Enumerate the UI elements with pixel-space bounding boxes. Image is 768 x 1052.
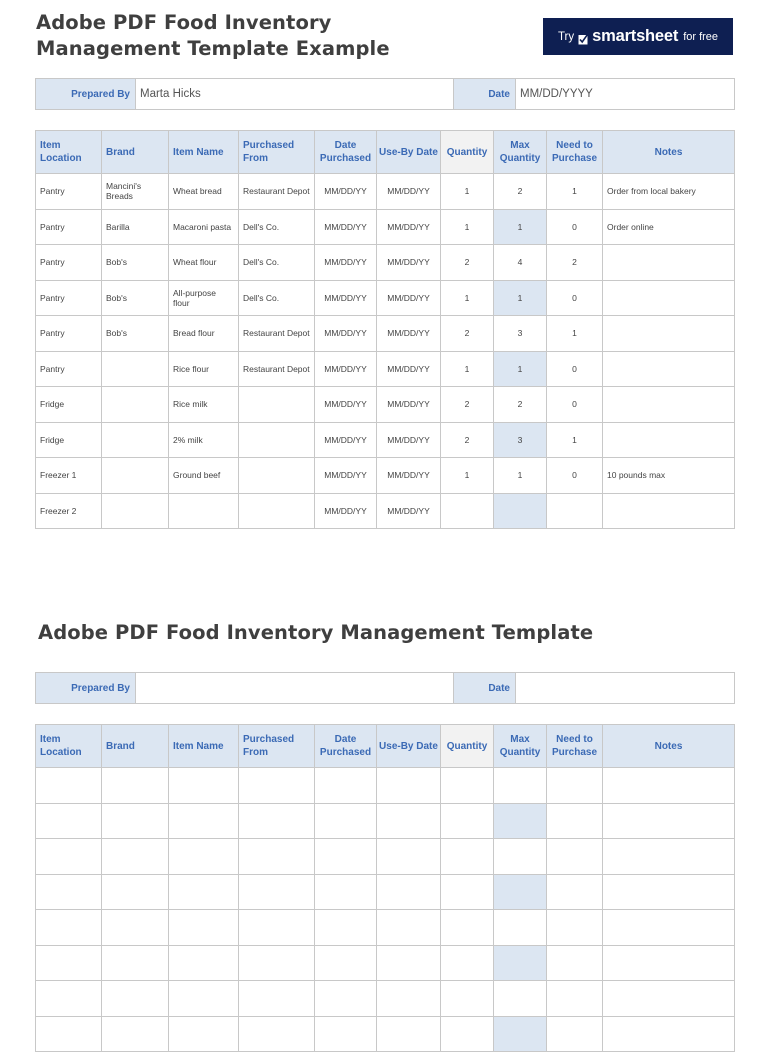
cell-quantity[interactable]: 1: [441, 458, 494, 494]
cell-purchased-from[interactable]: Restaurant Depot: [239, 351, 315, 387]
cell-purchased-from[interactable]: [239, 910, 315, 946]
column-header-max-quantity: Max Quantity: [494, 131, 547, 174]
cell-brand[interactable]: [102, 839, 169, 875]
cell-item-name[interactable]: [169, 493, 239, 529]
cell-max-quantity[interactable]: [494, 874, 547, 910]
cell-date-purchased[interactable]: MM/DD/YY: [315, 245, 377, 281]
cell-brand[interactable]: Bob's: [102, 280, 169, 316]
cell-item-location[interactable]: [36, 768, 102, 804]
cell-notes[interactable]: Order from local bakery: [603, 174, 735, 210]
cell-max-quantity[interactable]: [494, 945, 547, 981]
checkbox-icon: [578, 32, 588, 43]
cell-item-name[interactable]: [169, 803, 239, 839]
cell-item-location[interactable]: Pantry: [36, 174, 102, 210]
column-header-item-name: Item Name: [169, 131, 239, 174]
cell-need-to-purchase[interactable]: [547, 874, 603, 910]
cell-notes[interactable]: [603, 316, 735, 352]
cell-item-location[interactable]: Pantry: [36, 209, 102, 245]
cell-item-name[interactable]: Macaroni pasta: [169, 209, 239, 245]
cell-date-purchased[interactable]: [315, 1016, 377, 1052]
cell-need-to-purchase[interactable]: 1: [547, 174, 603, 210]
cell-notes[interactable]: [603, 945, 735, 981]
cell-use-by-date[interactable]: [377, 874, 441, 910]
column-header-item-name: Item Name: [169, 725, 239, 768]
date-label: Date: [454, 673, 516, 704]
column-header-brand: Brand: [102, 131, 169, 174]
cell-max-quantity[interactable]: 2: [494, 387, 547, 423]
table-row: [36, 945, 735, 981]
cell-need-to-purchase[interactable]: [547, 945, 603, 981]
cell-quantity[interactable]: 2: [441, 316, 494, 352]
date-field[interactable]: MM/DD/YYYY: [516, 79, 735, 110]
table-row: [36, 1016, 735, 1052]
cell-max-quantity[interactable]: 4: [494, 245, 547, 281]
cell-need-to-purchase[interactable]: [547, 493, 603, 529]
cell-max-quantity[interactable]: [494, 839, 547, 875]
cell-purchased-from[interactable]: Dell's Co.: [239, 280, 315, 316]
cell-item-name[interactable]: Rice milk: [169, 387, 239, 423]
cell-max-quantity[interactable]: 1: [494, 351, 547, 387]
table-row: [36, 768, 735, 804]
page-title-line1: Adobe PDF Food Inventory: [36, 11, 332, 34]
cell-need-to-purchase[interactable]: [547, 803, 603, 839]
cell-date-purchased[interactable]: [315, 945, 377, 981]
date-label: Date: [454, 79, 516, 110]
cell-max-quantity[interactable]: [494, 1016, 547, 1052]
cell-brand[interactable]: [102, 351, 169, 387]
cell-item-location[interactable]: Pantry: [36, 351, 102, 387]
cell-use-by-date[interactable]: [377, 803, 441, 839]
cell-date-purchased[interactable]: MM/DD/YY: [315, 458, 377, 494]
cell-quantity[interactable]: [441, 874, 494, 910]
cell-use-by-date[interactable]: MM/DD/YY: [377, 458, 441, 494]
cell-item-location[interactable]: [36, 945, 102, 981]
section-title-blank-template: Adobe PDF Food Inventory Management Template: [38, 621, 594, 644]
cell-purchased-from[interactable]: [239, 803, 315, 839]
table-row: [36, 280, 735, 316]
cell-quantity[interactable]: [441, 803, 494, 839]
cell-notes[interactable]: [603, 351, 735, 387]
cell-notes[interactable]: [603, 422, 735, 458]
cell-use-by-date[interactable]: [377, 945, 441, 981]
table-row: [36, 351, 735, 387]
cell-max-quantity[interactable]: [494, 493, 547, 529]
cell-use-by-date[interactable]: MM/DD/YY: [377, 245, 441, 281]
column-header-need-to-purchase: Need to Purchase: [547, 131, 603, 174]
cell-need-to-purchase[interactable]: 0: [547, 351, 603, 387]
cell-quantity[interactable]: [441, 981, 494, 1017]
cell-item-location[interactable]: [36, 803, 102, 839]
cell-item-name[interactable]: Wheat flour: [169, 245, 239, 281]
table-row: [36, 209, 735, 245]
cell-item-location[interactable]: Freezer 1: [36, 458, 102, 494]
table-row: [36, 493, 735, 529]
cell-date-purchased[interactable]: [315, 910, 377, 946]
table-row: [36, 981, 735, 1017]
prepared-by-label: Prepared By: [36, 79, 136, 110]
cell-notes[interactable]: [603, 768, 735, 804]
cell-item-location[interactable]: [36, 910, 102, 946]
cell-need-to-purchase[interactable]: [547, 839, 603, 875]
column-header-purchased-from: Purchased From: [239, 725, 315, 768]
table-row: [36, 458, 735, 494]
cell-date-purchased[interactable]: [315, 981, 377, 1017]
cell-need-to-purchase[interactable]: [547, 768, 603, 804]
cell-date-purchased[interactable]: MM/DD/YY: [315, 174, 377, 210]
column-header-need-to-purchase: Need to Purchase: [547, 725, 603, 768]
cell-quantity[interactable]: 1: [441, 174, 494, 210]
cell-quantity[interactable]: [441, 493, 494, 529]
cell-brand[interactable]: [102, 803, 169, 839]
column-header-use-by-date: Use-By Date: [377, 131, 441, 174]
cell-item-name[interactable]: Bread flour: [169, 316, 239, 352]
banner-try-label: Try: [557, 30, 575, 43]
meta-table-blank: [35, 672, 735, 704]
cell-quantity[interactable]: [441, 839, 494, 875]
inventory-table-blank: [35, 724, 735, 1052]
column-header-quantity: Quantity: [441, 131, 494, 174]
cell-need-to-purchase[interactable]: 0: [547, 209, 603, 245]
column-header-date-purchased: Date Purchased: [315, 725, 377, 768]
cell-need-to-purchase[interactable]: 0: [547, 458, 603, 494]
cell-need-to-purchase[interactable]: [547, 981, 603, 1017]
cell-brand[interactable]: Barilla: [102, 209, 169, 245]
column-header-item-location: Item Location: [36, 725, 102, 768]
cell-purchased-from[interactable]: [239, 981, 315, 1017]
cell-notes[interactable]: [603, 280, 735, 316]
table-row: [36, 839, 735, 875]
cell-need-to-purchase[interactable]: 0: [547, 280, 603, 316]
cell-quantity[interactable]: [441, 945, 494, 981]
banner-free-label: for free: [683, 30, 719, 43]
cell-quantity[interactable]: [441, 1016, 494, 1052]
cell-quantity[interactable]: 2: [441, 245, 494, 281]
cell-brand[interactable]: [102, 493, 169, 529]
cell-date-purchased[interactable]: [315, 768, 377, 804]
cell-max-quantity[interactable]: 1: [494, 209, 547, 245]
column-header-quantity: Quantity: [441, 725, 494, 768]
cell-item-location[interactable]: Freezer 2: [36, 493, 102, 529]
cell-notes[interactable]: [603, 1016, 735, 1052]
table-row: [36, 245, 735, 281]
cell-item-name[interactable]: [169, 910, 239, 946]
cell-use-by-date[interactable]: [377, 1016, 441, 1052]
cell-quantity[interactable]: 1: [441, 280, 494, 316]
cell-max-quantity[interactable]: 3: [494, 316, 547, 352]
cell-max-quantity[interactable]: 1: [494, 458, 547, 494]
cell-item-name[interactable]: [169, 1016, 239, 1052]
cell-max-quantity[interactable]: 2: [494, 174, 547, 210]
cell-notes[interactable]: [603, 839, 735, 875]
cell-need-to-purchase[interactable]: [547, 1016, 603, 1052]
column-header-item-location: Item Location: [36, 131, 102, 174]
cell-max-quantity[interactable]: 3: [494, 422, 547, 458]
cell-use-by-date[interactable]: MM/DD/YY: [377, 280, 441, 316]
cell-max-quantity[interactable]: [494, 803, 547, 839]
cell-purchased-from[interactable]: Dell's Co.: [239, 245, 315, 281]
cell-notes[interactable]: [603, 981, 735, 1017]
cell-brand[interactable]: [102, 874, 169, 910]
cell-purchased-from[interactable]: [239, 768, 315, 804]
cell-use-by-date[interactable]: MM/DD/YY: [377, 209, 441, 245]
inventory-table-example: [35, 130, 735, 529]
cell-use-by-date[interactable]: [377, 910, 441, 946]
column-header-use-by-date: Use-By Date: [377, 725, 441, 768]
cell-brand[interactable]: Bob's: [102, 245, 169, 281]
cell-brand[interactable]: [102, 458, 169, 494]
table-row: [36, 874, 735, 910]
cell-date-purchased[interactable]: MM/DD/YY: [315, 209, 377, 245]
cell-use-by-date[interactable]: [377, 768, 441, 804]
cell-item-name[interactable]: 2% milk: [169, 422, 239, 458]
cell-notes[interactable]: [603, 874, 735, 910]
cell-item-location[interactable]: Pantry: [36, 245, 102, 281]
cell-item-location[interactable]: Fridge: [36, 422, 102, 458]
cell-item-name[interactable]: All-purpose flour: [169, 280, 239, 316]
page-title-line2: Management Template Example: [36, 37, 390, 60]
cell-quantity[interactable]: 1: [441, 209, 494, 245]
cell-purchased-from[interactable]: [239, 874, 315, 910]
cell-item-name[interactable]: [169, 981, 239, 1017]
column-header-notes: Notes: [603, 131, 735, 174]
cell-purchased-from[interactable]: [239, 839, 315, 875]
cell-purchased-from[interactable]: [239, 458, 315, 494]
column-header-brand: Brand: [102, 725, 169, 768]
cell-use-by-date[interactable]: [377, 839, 441, 875]
cell-date-purchased[interactable]: MM/DD/YY: [315, 316, 377, 352]
table-row: [36, 803, 735, 839]
meta-table-example: [35, 78, 735, 110]
cell-item-name[interactable]: Ground beef: [169, 458, 239, 494]
cell-item-name[interactable]: [169, 945, 239, 981]
cell-purchased-from[interactable]: [239, 387, 315, 423]
cell-quantity[interactable]: [441, 910, 494, 946]
cell-need-to-purchase[interactable]: 0: [547, 387, 603, 423]
column-header-max-quantity: Max Quantity: [494, 725, 547, 768]
cell-item-location[interactable]: [36, 874, 102, 910]
table-row: [36, 387, 735, 423]
cell-notes[interactable]: [603, 910, 735, 946]
cell-item-location[interactable]: Fridge: [36, 387, 102, 423]
cell-use-by-date[interactable]: MM/DD/YY: [377, 387, 441, 423]
cell-item-location[interactable]: [36, 1016, 102, 1052]
table-row: [36, 316, 735, 352]
cell-purchased-from[interactable]: Restaurant Depot: [239, 174, 315, 210]
cell-quantity[interactable]: 2: [441, 422, 494, 458]
cell-brand[interactable]: [102, 910, 169, 946]
cell-need-to-purchase[interactable]: [547, 910, 603, 946]
cell-purchased-from[interactable]: [239, 945, 315, 981]
column-header-notes: Notes: [603, 725, 735, 768]
cell-brand[interactable]: Bob's: [102, 316, 169, 352]
prepared-by-label: Prepared By: [36, 673, 136, 704]
cell-use-by-date[interactable]: MM/DD/YY: [377, 316, 441, 352]
cell-need-to-purchase[interactable]: 1: [547, 422, 603, 458]
cell-item-name[interactable]: [169, 874, 239, 910]
prepared-by-field[interactable]: [136, 673, 454, 704]
cell-brand[interactable]: [102, 422, 169, 458]
prepared-by-field[interactable]: Marta Hicks: [136, 79, 454, 110]
cell-date-purchased[interactable]: MM/DD/YY: [315, 351, 377, 387]
cell-purchased-from[interactable]: [239, 422, 315, 458]
cell-item-name[interactable]: Rice flour: [169, 351, 239, 387]
cell-quantity[interactable]: 1: [441, 351, 494, 387]
table-row: [36, 910, 735, 946]
cell-max-quantity[interactable]: [494, 910, 547, 946]
cell-purchased-from[interactable]: Restaurant Depot: [239, 316, 315, 352]
cell-notes[interactable]: [603, 803, 735, 839]
cell-purchased-from[interactable]: [239, 1016, 315, 1052]
cell-notes[interactable]: [603, 245, 735, 281]
cell-purchased-from[interactable]: [239, 493, 315, 529]
table-row: [36, 174, 735, 210]
cell-use-by-date[interactable]: MM/DD/YY: [377, 174, 441, 210]
column-header-date-purchased: Date Purchased: [315, 131, 377, 174]
cell-item-name[interactable]: [169, 839, 239, 875]
page-title: [36, 10, 456, 62]
cell-max-quantity[interactable]: [494, 981, 547, 1017]
cell-brand[interactable]: [102, 387, 169, 423]
cell-use-by-date[interactable]: MM/DD/YY: [377, 422, 441, 458]
cell-quantity[interactable]: [441, 768, 494, 804]
cell-purchased-from[interactable]: Dell's Co.: [239, 209, 315, 245]
cell-date-purchased[interactable]: [315, 874, 377, 910]
cell-item-location[interactable]: [36, 981, 102, 1017]
cell-max-quantity[interactable]: [494, 768, 547, 804]
cell-notes[interactable]: [603, 493, 735, 529]
cell-brand[interactable]: [102, 768, 169, 804]
banner-brand-label: smartsheet: [592, 27, 679, 45]
cell-use-by-date[interactable]: MM/DD/YY: [377, 493, 441, 529]
cell-notes[interactable]: Order online: [603, 209, 735, 245]
cell-date-purchased[interactable]: MM/DD/YY: [315, 280, 377, 316]
cell-quantity[interactable]: 2: [441, 387, 494, 423]
cell-use-by-date[interactable]: MM/DD/YY: [377, 351, 441, 387]
cell-brand[interactable]: [102, 981, 169, 1017]
cell-item-name[interactable]: [169, 768, 239, 804]
cell-need-to-purchase[interactable]: 2: [547, 245, 603, 281]
cell-brand[interactable]: [102, 945, 169, 981]
cell-use-by-date[interactable]: [377, 981, 441, 1017]
cell-item-location[interactable]: [36, 839, 102, 875]
cell-brand[interactable]: [102, 1016, 169, 1052]
cell-max-quantity[interactable]: 1: [494, 280, 547, 316]
column-header-purchased-from: Purchased From: [239, 131, 315, 174]
date-field[interactable]: [516, 673, 735, 704]
cell-need-to-purchase[interactable]: 1: [547, 316, 603, 352]
smartsheet-banner-button[interactable]: [543, 18, 733, 55]
cell-date-purchased[interactable]: [315, 839, 377, 875]
cell-date-purchased[interactable]: MM/DD/YY: [315, 493, 377, 529]
cell-notes[interactable]: [603, 387, 735, 423]
cell-date-purchased[interactable]: MM/DD/YY: [315, 387, 377, 423]
table-row: [36, 422, 735, 458]
cell-brand[interactable]: Mancini's Breads: [102, 174, 169, 210]
cell-date-purchased[interactable]: MM/DD/YY: [315, 422, 377, 458]
cell-item-name[interactable]: Wheat bread: [169, 174, 239, 210]
cell-item-location[interactable]: Pantry: [36, 280, 102, 316]
cell-date-purchased[interactable]: [315, 803, 377, 839]
cell-notes[interactable]: 10 pounds max: [603, 458, 735, 494]
cell-item-location[interactable]: Pantry: [36, 316, 102, 352]
